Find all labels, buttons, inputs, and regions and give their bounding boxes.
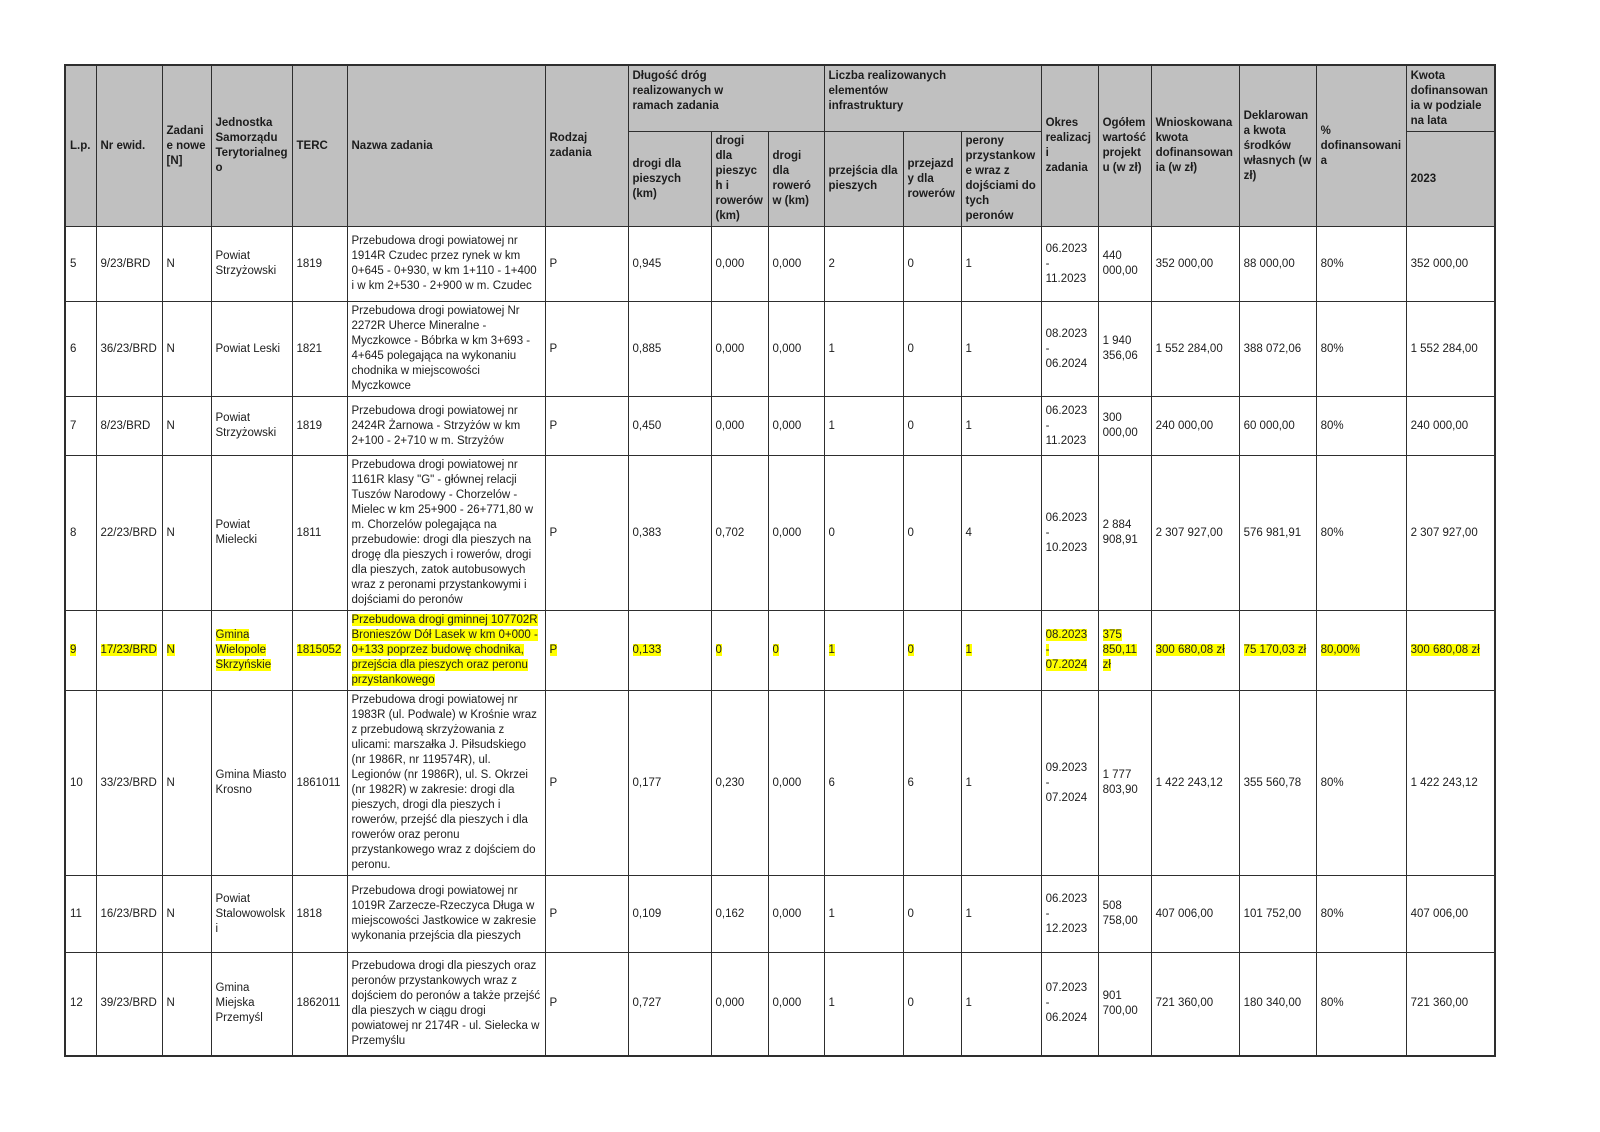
table-body [65, 227, 1495, 1056]
cell-rodzaj-zadania: P [545, 691, 628, 876]
cell-jednostka: Gmina Wielopole Skrzyńskie [211, 611, 292, 691]
cell-ogolem-wartosc: 1 940 356,06 [1098, 302, 1151, 397]
cell-drogi-dla-pieszych: 0,450 [628, 397, 711, 456]
cell-okres-realizacji: 07.2023 - 06.2024 [1041, 953, 1098, 1056]
col-group-liczba-elementow-label: Liczba realizowanych elementów infrastruktury [828, 70, 947, 112]
table-row [65, 876, 1495, 953]
cell-nr-ewid: 36/23/BRD [96, 302, 162, 397]
cell-nr-ewid: 8/23/BRD [96, 397, 162, 456]
col-header-nazwa-zadania: Nazwa zadania [347, 65, 545, 227]
cell-perony-przystankowe: 1 [961, 611, 1041, 691]
col-header-drogi-dla-pieszych: drogi dla pieszych (km) [628, 132, 711, 227]
table-header [65, 65, 1495, 227]
cell-zadanie-nowe: N [162, 876, 211, 953]
col-header-lp: L.p. [65, 65, 96, 227]
cell-wnioskowana-kwota: 352 000,00 [1151, 227, 1239, 302]
col-group-kwota-na-lata-label: Kwota dofinansowania w podziale na lata [1410, 70, 1488, 127]
cell-perony-przystankowe: 1 [961, 227, 1041, 302]
cell-drogi-dla-rowerow: 0,000 [768, 691, 824, 876]
col-header-jednostka: Jednostka Samorządu Terytorialnego [211, 65, 292, 227]
funding-table [64, 64, 1496, 1057]
table-row [65, 456, 1495, 611]
cell-deklarowana-kwota: 60 000,00 [1239, 397, 1316, 456]
cell-drogi-dla-pieszych: 0,109 [628, 876, 711, 953]
cell-wnioskowana-kwota: 721 360,00 [1151, 953, 1239, 1056]
cell-rodzaj-zadania: P [545, 611, 628, 691]
col-group-liczba-elementow [824, 65, 1041, 132]
col-header-drogi-dla-pieszych-i-rowerow: drogi dla pieszych i rowerów (km) [711, 132, 768, 227]
cell-drogi-dla-pieszych-i-rowerow: 0 [711, 611, 768, 691]
cell-ogolem-wartosc: 508 758,00 [1098, 876, 1151, 953]
table-row [65, 691, 1495, 876]
cell-procent-dofinansowania: 80% [1316, 953, 1406, 1056]
cell-drogi-dla-rowerow: 0,000 [768, 953, 824, 1056]
cell-okres-realizacji: 09.2023 - 07.2024 [1041, 691, 1098, 876]
cell-kwota-2023: 352 000,00 [1406, 227, 1495, 302]
col-header-przejscia-dla-pieszych: przejścia dla pieszych [824, 132, 903, 227]
col-header-deklarowana-kwota: Deklarowana kwota środków własnych (w zł) [1239, 65, 1316, 227]
col-header-perony-przystankowe: perony przystankowe wraz z dojściami do tych peronów [961, 132, 1041, 227]
cell-kwota-2023: 1 422 243,12 [1406, 691, 1495, 876]
cell-nr-ewid: 16/23/BRD [96, 876, 162, 953]
col-header-przejazdy-dla-rowerow: przejazdy dla rowerów [903, 132, 961, 227]
cell-terc: 1862011 [292, 953, 347, 1056]
cell-lp: 8 [65, 456, 96, 611]
cell-okres-realizacji: 08.2023 - 07.2024 [1041, 611, 1098, 691]
cell-kwota-2023: 240 000,00 [1406, 397, 1495, 456]
cell-nazwa-zadania: Przebudowa drogi powiatowej nr 1161R klasy "G" - głównej relacji Tuszów Narodowy - Chorzelów - Mielec w km 25+900 - 26+771,80 w m. Chorzelów polegająca na przebudowie: drogi dla pieszych na drogę dla pieszych i rowerów, drogi dla pieszych, zatok autobusowych wraz z peronami przystankowymi i dojściami do peronów [347, 456, 545, 611]
cell-nazwa-zadania: Przebudowa drogi powiatowej nr 1019R Zarzecze-Rzeczyca Długa w miejscowości Jastkowice w zakresie wykonania przejścia dla pieszych [347, 876, 545, 953]
cell-rodzaj-zadania: P [545, 456, 628, 611]
cell-jednostka: Powiat Stalowowolski [211, 876, 292, 953]
cell-rodzaj-zadania: P [545, 227, 628, 302]
table-row [65, 227, 1495, 302]
cell-przejscia-dla-pieszych: 1 [824, 397, 903, 456]
col-header-drogi-dla-rowerow: drogi dla rowerów (km) [768, 132, 824, 227]
cell-deklarowana-kwota: 576 981,91 [1239, 456, 1316, 611]
cell-przejazdy-dla-rowerow: 0 [903, 953, 961, 1056]
cell-drogi-dla-pieszych: 0,727 [628, 953, 711, 1056]
cell-perony-przystankowe: 1 [961, 397, 1041, 456]
cell-wnioskowana-kwota: 1 552 284,00 [1151, 302, 1239, 397]
cell-kwota-2023: 1 552 284,00 [1406, 302, 1495, 397]
cell-drogi-dla-pieszych: 0,177 [628, 691, 711, 876]
cell-przejazdy-dla-rowerow: 0 [903, 397, 961, 456]
cell-przejazdy-dla-rowerow: 6 [903, 691, 961, 876]
col-group-kwota-na-lata [1406, 65, 1495, 132]
cell-nazwa-zadania: Przebudowa drogi dla pieszych oraz peronów przystankowych wraz z dojściem do peronów a także przejść dla pieszych w ciągu drogi powiatowej nr 2174R - ul. Sielecka w Przemyślu [347, 953, 545, 1056]
col-header-terc: TERC [292, 65, 347, 227]
cell-lp: 10 [65, 691, 96, 876]
cell-wnioskowana-kwota: 300 680,08 zł [1151, 611, 1239, 691]
cell-jednostka: Powiat Strzyżowski [211, 397, 292, 456]
cell-lp: 6 [65, 302, 96, 397]
cell-przejazdy-dla-rowerow: 0 [903, 611, 961, 691]
cell-lp: 5 [65, 227, 96, 302]
cell-procent-dofinansowania: 80% [1316, 876, 1406, 953]
cell-procent-dofinansowania: 80% [1316, 456, 1406, 611]
cell-jednostka: Powiat Mielecki [211, 456, 292, 611]
cell-okres-realizacji: 06.2023 - 10.2023 [1041, 456, 1098, 611]
cell-okres-realizacji: 06.2023 - 12.2023 [1041, 876, 1098, 953]
cell-przejscia-dla-pieszych: 1 [824, 611, 903, 691]
cell-drogi-dla-pieszych-i-rowerow: 0,230 [711, 691, 768, 876]
cell-perony-przystankowe: 1 [961, 953, 1041, 1056]
cell-okres-realizacji: 08.2023 - 06.2024 [1041, 302, 1098, 397]
cell-okres-realizacji: 06.2023 - 11.2023 [1041, 227, 1098, 302]
cell-zadanie-nowe: N [162, 302, 211, 397]
cell-drogi-dla-pieszych-i-rowerow: 0,000 [711, 302, 768, 397]
table-row [65, 397, 1495, 456]
cell-terc: 1811 [292, 456, 347, 611]
cell-jednostka: Powiat Strzyżowski [211, 227, 292, 302]
cell-drogi-dla-rowerow: 0,000 [768, 227, 824, 302]
cell-ogolem-wartosc: 2 884 908,91 [1098, 456, 1151, 611]
col-header-rok-2023: 2023 [1406, 132, 1495, 227]
cell-przejscia-dla-pieszych: 0 [824, 456, 903, 611]
cell-nazwa-zadania: Przebudowa drogi gminnej 107702R Bronieszów Dół Lasek w km 0+000 - 0+133 poprzez budowę chodnika, przejścia dla pieszych oraz peronu przystankowego [347, 611, 545, 691]
cell-perony-przystankowe: 1 [961, 691, 1041, 876]
cell-nazwa-zadania: Przebudowa drogi powiatowej nr 2424R Żarnowa - Strzyżów w km 2+100 - 2+710 w m. Strzyżów [347, 397, 545, 456]
cell-nr-ewid: 22/23/BRD [96, 456, 162, 611]
cell-rodzaj-zadania: P [545, 876, 628, 953]
cell-wnioskowana-kwota: 240 000,00 [1151, 397, 1239, 456]
cell-ogolem-wartosc: 901 700,00 [1098, 953, 1151, 1056]
cell-terc: 1815052 [292, 611, 347, 691]
cell-nr-ewid: 17/23/BRD [96, 611, 162, 691]
cell-drogi-dla-pieszych-i-rowerow: 0,162 [711, 876, 768, 953]
cell-drogi-dla-rowerow: 0,000 [768, 456, 824, 611]
cell-ogolem-wartosc: 300 000,00 [1098, 397, 1151, 456]
col-header-ogolem-wartosc: Ogółem wartość projektu (w zł) [1098, 65, 1151, 227]
cell-terc: 1819 [292, 397, 347, 456]
cell-terc: 1818 [292, 876, 347, 953]
cell-drogi-dla-pieszych-i-rowerow: 0,000 [711, 397, 768, 456]
cell-nazwa-zadania: Przebudowa drogi powiatowej nr 1983R (ul. Podwale) w Krośnie wraz z przebudową skrzyżowania z ulicami: marszałka J. Piłsudskiego (nr 1986R, nr 119574R), ul. Legionów (nr 1986R), ul. S. Okrzei (nr 1982R) w zakresie: drogi dla pieszych, drogi dla pieszych i rowerów, przejść dla pieszych i dla rowerów oraz peronu przystankowego wraz z dojściem do peronu. [347, 691, 545, 876]
cell-procent-dofinansowania: 80,00% [1316, 611, 1406, 691]
col-header-rodzaj-zadania: Rodzaj zadania [545, 65, 628, 227]
cell-zadanie-nowe: N [162, 397, 211, 456]
cell-nr-ewid: 39/23/BRD [96, 953, 162, 1056]
cell-przejazdy-dla-rowerow: 0 [903, 302, 961, 397]
cell-zadanie-nowe: N [162, 227, 211, 302]
cell-okres-realizacji: 06.2023 - 11.2023 [1041, 397, 1098, 456]
cell-lp: 11 [65, 876, 96, 953]
cell-kwota-2023: 300 680,08 zł [1406, 611, 1495, 691]
cell-lp: 12 [65, 953, 96, 1056]
cell-wnioskowana-kwota: 2 307 927,00 [1151, 456, 1239, 611]
cell-ogolem-wartosc: 1 777 803,90 [1098, 691, 1151, 876]
cell-zadanie-nowe: N [162, 611, 211, 691]
cell-drogi-dla-pieszych: 0,383 [628, 456, 711, 611]
col-header-procent-dofinansowania: % dofinansowania [1316, 65, 1406, 227]
cell-nr-ewid: 33/23/BRD [96, 691, 162, 876]
cell-kwota-2023: 407 006,00 [1406, 876, 1495, 953]
cell-drogi-dla-pieszych: 0,945 [628, 227, 711, 302]
cell-przejazdy-dla-rowerow: 0 [903, 456, 961, 611]
cell-jednostka: Powiat Leski [211, 302, 292, 397]
cell-lp: 7 [65, 397, 96, 456]
cell-drogi-dla-rowerow: 0,000 [768, 397, 824, 456]
cell-przejazdy-dla-rowerow: 0 [903, 876, 961, 953]
cell-zadanie-nowe: N [162, 456, 211, 611]
table-row-highlighted [65, 611, 1495, 691]
cell-ogolem-wartosc: 375 850,11 zł [1098, 611, 1151, 691]
cell-rodzaj-zadania: P [545, 397, 628, 456]
table-row [65, 302, 1495, 397]
cell-nr-ewid: 9/23/BRD [96, 227, 162, 302]
col-group-dlugosc-drog [628, 65, 824, 132]
table-row [65, 953, 1495, 1056]
cell-nazwa-zadania: Przebudowa drogi powiatowej nr 1914R Czudec przez rynek w km 0+645 - 0+930, w km 1+110 - 1+400 i w km 2+530 - 2+900 w m. Czudec [347, 227, 545, 302]
cell-drogi-dla-pieszych-i-rowerow: 0,000 [711, 227, 768, 302]
cell-perony-przystankowe: 4 [961, 456, 1041, 611]
cell-przejazdy-dla-rowerow: 0 [903, 227, 961, 302]
cell-przejscia-dla-pieszych: 1 [824, 876, 903, 953]
cell-wnioskowana-kwota: 407 006,00 [1151, 876, 1239, 953]
cell-deklarowana-kwota: 388 072,06 [1239, 302, 1316, 397]
cell-drogi-dla-rowerow: 0,000 [768, 302, 824, 397]
cell-drogi-dla-rowerow: 0,000 [768, 876, 824, 953]
cell-przejscia-dla-pieszych: 2 [824, 227, 903, 302]
cell-jednostka: Gmina Miasto Krosno [211, 691, 292, 876]
cell-drogi-dla-pieszych: 0,133 [628, 611, 711, 691]
cell-procent-dofinansowania: 80% [1316, 397, 1406, 456]
cell-drogi-dla-pieszych-i-rowerow: 0,702 [711, 456, 768, 611]
cell-deklarowana-kwota: 75 170,03 zł [1239, 611, 1316, 691]
cell-perony-przystankowe: 1 [961, 876, 1041, 953]
cell-przejscia-dla-pieszych: 6 [824, 691, 903, 876]
cell-terc: 1821 [292, 302, 347, 397]
cell-perony-przystankowe: 1 [961, 302, 1041, 397]
cell-deklarowana-kwota: 88 000,00 [1239, 227, 1316, 302]
cell-rodzaj-zadania: P [545, 953, 628, 1056]
cell-przejscia-dla-pieszych: 1 [824, 953, 903, 1056]
cell-nazwa-zadania: Przebudowa drogi powiatowej Nr 2272R Uherce Mineralne - Myczkowce - Bóbrka w km 3+693 - 4+645 polegająca na wykonaniu chodnika w miejscowości Myczkowce [347, 302, 545, 397]
cell-zadanie-nowe: N [162, 953, 211, 1056]
cell-drogi-dla-pieszych: 0,885 [628, 302, 711, 397]
col-group-dlugosc-drog-label: Długość dróg realizowanych w ramach zadania [632, 70, 724, 112]
cell-terc: 1819 [292, 227, 347, 302]
cell-rodzaj-zadania: P [545, 302, 628, 397]
cell-wnioskowana-kwota: 1 422 243,12 [1151, 691, 1239, 876]
cell-drogi-dla-pieszych-i-rowerow: 0,000 [711, 953, 768, 1056]
cell-jednostka: Gmina Miejska Przemyśl [211, 953, 292, 1056]
cell-zadanie-nowe: N [162, 691, 211, 876]
cell-drogi-dla-rowerow: 0 [768, 611, 824, 691]
cell-procent-dofinansowania: 80% [1316, 691, 1406, 876]
cell-deklarowana-kwota: 180 340,00 [1239, 953, 1316, 1056]
cell-procent-dofinansowania: 80% [1316, 302, 1406, 397]
cell-terc: 1861011 [292, 691, 347, 876]
cell-deklarowana-kwota: 101 752,00 [1239, 876, 1316, 953]
col-header-zadanie-nowe: Zadanie nowe [N] [162, 65, 211, 227]
cell-lp: 9 [65, 611, 96, 691]
cell-deklarowana-kwota: 355 560,78 [1239, 691, 1316, 876]
cell-procent-dofinansowania: 80% [1316, 227, 1406, 302]
cell-ogolem-wartosc: 440 000,00 [1098, 227, 1151, 302]
cell-kwota-2023: 721 360,00 [1406, 953, 1495, 1056]
cell-kwota-2023: 2 307 927,00 [1406, 456, 1495, 611]
col-header-nr-ewid: Nr ewid. [96, 65, 162, 227]
col-header-wnioskowana-kwota: Wnioskowana kwota dofinansowania (w zł) [1151, 65, 1239, 227]
col-header-okres-realizacji: Okres realizacji zadania [1041, 65, 1098, 227]
cell-przejscia-dla-pieszych: 1 [824, 302, 903, 397]
